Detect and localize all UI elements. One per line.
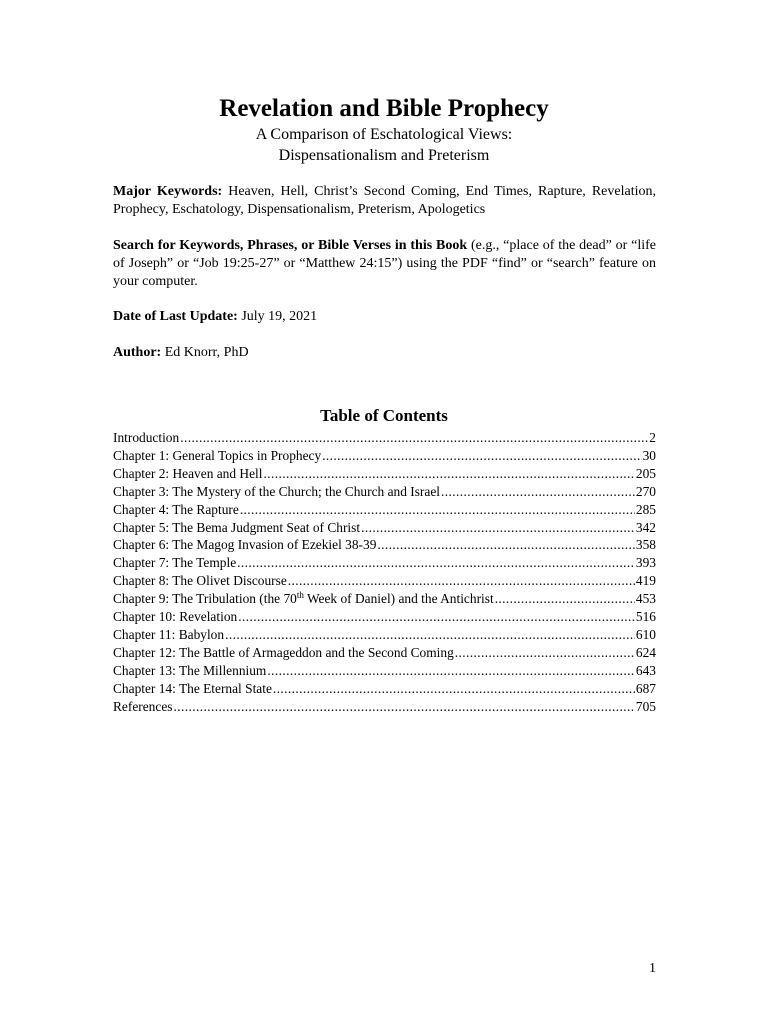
last-update-label: Date of Last Update: [113,309,238,324]
toc-entry[interactable] [113,572,656,590]
author-value: Ed Knorr, PhD [164,345,249,360]
toc-entry-page: 270 [635,483,656,499]
toc-entry-page: 624 [635,644,656,660]
toc-entry[interactable] [113,680,656,698]
toc-dot-leader [263,465,634,483]
document-title: Revelation and Bible Prophecy [219,95,549,122]
toc-dot-leader [441,483,635,501]
toc-entry-page: 342 [635,519,656,535]
toc-entry[interactable] [113,590,656,608]
toc-entry-page: 453 [635,591,656,607]
document-subtitle-line-2: Dispensationalism and Preterism [278,147,490,164]
toc-entry[interactable] [113,698,656,716]
toc-dot-leader [240,501,635,519]
toc-dot-leader [273,680,635,698]
author-label: Author: [113,345,162,360]
toc-entry-label: References [113,698,173,714]
search-instructions-text: (e.g., “place of the dead” or “life of Joseph” or “Job 19:25-27” or “Matthew 24:15”) using the PDF “find” or “search” feature on your computer. [113,238,656,289]
toc-entry-label: Chapter 13: The Millennium [113,662,267,678]
toc-dot-leader [288,572,635,590]
toc-entry-label: Chapter 6: The Magog Invasion of Ezekiel 38-39 [113,537,377,553]
toc-dot-leader [237,554,635,572]
toc-entry[interactable] [113,662,656,680]
toc-dot-leader [173,698,634,716]
toc-entry-page: 516 [635,609,656,625]
toc-entry[interactable] [113,483,656,501]
toc-entry-page: 610 [635,626,656,642]
toc-entry-page: 419 [635,573,656,589]
toc-entry-label: Chapter 12: The Battle of Armageddon and the Second Coming [113,644,454,660]
toc-dot-leader [180,429,648,447]
toc-entry-label: Chapter 7: The Temple [113,555,237,571]
toc-entry[interactable] [113,465,656,483]
toc-entry[interactable] [113,608,656,626]
toc-entry-label: Chapter 14: The Eternal State [113,680,272,696]
toc-entry[interactable] [113,447,656,465]
search-instructions-label: Search for Keywords, Phrases, or Bible Verses in this Book [113,238,468,253]
keywords-paragraph [113,183,656,219]
toc-entry-page: 705 [635,698,656,714]
toc-dot-leader [225,626,635,644]
toc-entry-label: Chapter 11: Babylon [113,626,225,642]
toc-entry[interactable] [113,644,656,662]
toc-entry-page: 205 [635,465,656,481]
last-update-line [113,308,656,326]
toc-entry-label-start: Chapter 9: The Tribulation (the 70 [113,591,297,607]
toc-entry-page: 643 [635,662,656,678]
page-number: 1 [649,961,656,976]
author-line [113,344,656,362]
toc-entry-label: Chapter 4: The Rapture [113,501,239,517]
keywords-text: Heaven, Hell, Christ’s Second Coming, End Times, Rapture, Revelation, Prophecy, Eschatology, Dispensationalism, Preterism, Apologetics [113,184,656,217]
toc-dot-leader [238,608,635,626]
toc-heading: Table of Contents [320,406,448,425]
toc-entry-label: Chapter 8: The Olivet Discourse [113,573,287,589]
table-of-contents [113,429,656,716]
toc-entry[interactable] [113,519,656,537]
document-subtitle-line-1: A Comparison of Eschatological Views: [255,126,513,143]
toc-entry[interactable] [113,501,656,519]
toc-entry-page: 393 [635,555,656,571]
toc-entry-label: Chapter 3: The Mystery of the Church; the Church and Israel [113,483,440,499]
toc-dot-leader [322,447,641,465]
toc-entry-label: Chapter 5: The Bema Judgment Seat of Christ [113,519,361,535]
toc-entry-label: Chapter 2: Heaven and Hell [113,465,263,481]
keywords-label: Major Keywords: [113,184,223,199]
toc-entry-label: Chapter 10: Revelation [113,609,238,625]
toc-dot-leader [455,644,635,662]
toc-entry-page: 285 [635,501,656,517]
toc-entry[interactable] [113,536,656,554]
toc-entry-label: Chapter 1: General Topics in Prophecy [113,447,322,463]
toc-dot-leader [267,662,635,680]
toc-entry-page: 358 [635,537,656,553]
toc-entry[interactable] [113,429,656,447]
toc-dot-leader [377,536,635,554]
toc-entry[interactable] [113,554,656,572]
search-instructions-paragraph [113,237,656,291]
last-update-value: July 19, 2021 [241,309,318,324]
toc-dot-leader [361,519,635,537]
toc-entry-label [113,590,494,608]
toc-entry-page: 30 [642,447,656,463]
toc-entry[interactable] [113,626,656,644]
toc-dot-leader [495,590,635,608]
toc-entry-label-superscript: th [296,590,304,601]
toc-entry-label: Introduction [113,430,180,445]
toc-entry-label-end: Week of Daniel) and the Antichrist [303,591,494,607]
toc-entry-page: 687 [635,680,656,696]
toc-entry-page: 2 [649,430,656,445]
